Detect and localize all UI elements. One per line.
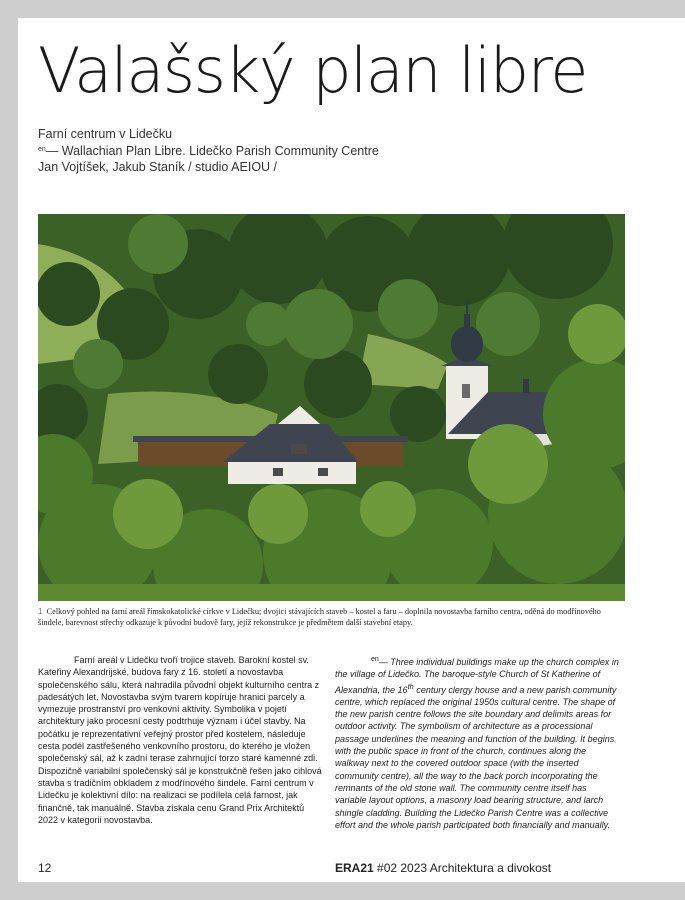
body-text-en bbox=[335, 654, 620, 831]
body-text-cz: Farní areál v Lidečku tvoří trojice staveb. Barokní kostel sv. Kateřiny Alexandrijské, budova fary z 16. století a novostavba společenského sálu, která nahradila původní objekt kulturního centra z padesátých let. Novostavba svým tvarem kopíruje hranici parcely a vymezuje prostranství pro venkovní aktivity. Symbolika v pojetí architektury jako procesní cesty podtrhuje význam i účel stavby. Na počátku je reprezentativní veřejný prostor před kostelem, následuje cesta podél zastřešeného venkovního prostoru, do kterého je vložen společenský sál, až k zadní terase zahrnující torzo staré kamenné zdi. Dispozičně variabilní společenský sál je konstrukčně řešen jako cihlová stavba s tradičním obkladem z modřínového šindele. Farní centrum v Lidečku je kolektivní dílo: na realizaci se podílela celá farnost, jak finančně, tak manuálně. Stavba získala cenu Grand Prix Architektů 2022 v kategorii novostavba. bbox=[38, 655, 322, 825]
subtitle-en-line bbox=[38, 142, 379, 159]
magazine-page bbox=[18, 18, 685, 882]
figure-caption bbox=[38, 606, 628, 628]
body-column-cz bbox=[38, 654, 323, 826]
body-column-en bbox=[335, 654, 620, 831]
body-en-part1: — Three individual buildings make up the church complex in the village of Lidečko. The baroque-style Church of St Katherine of Alexandria, the 16 bbox=[335, 657, 619, 695]
magazine-name: ERA21 bbox=[335, 861, 374, 875]
caption-text: Celkový pohled na farní areál římskokatolické církve v Lidečku; dvojici stávajících staveb – kostel a faru – doplnila novostavba farního centra, oděná do modřínového šindele, barevnost střechy odkazuje k původní budově fary, jejíž rekonstrukce je předmětem další stavební etapy. bbox=[38, 607, 601, 627]
figure-number: 1 bbox=[38, 606, 43, 616]
running-footer bbox=[335, 861, 551, 875]
subtitle-en: — Wallachian Plan Libre. Lidečko Parish Community Centre bbox=[45, 144, 379, 158]
ordinal-suffix: th bbox=[407, 681, 414, 691]
issue-info: #02 2023 Architektura a divokost bbox=[373, 861, 552, 875]
parish-photo bbox=[38, 214, 625, 601]
article-title: Valašský plan libre bbox=[38, 34, 587, 107]
body-en-part2: century clergy house and a new parish community centre, which replaced the original 1950s cultural centre. The shape of the new parish centre follows the site boundary and delimits areas for outdoor activity. The symbolism of architecture as a processional passage underlines the meaning and function of the building. It begins with the public space in front of the church, continues along the walkway next to the covered outdoor space (with the inserted community centre), all the way to the back porch incorporating the remnants of the old stone wall. The community centre itself has variable layout options, a masonry load bearing structure, and larch shingle cladding. Building the Lidečko Parish Centre was a collective effort and the whole parish participated both financially and manually. bbox=[335, 684, 617, 830]
en-body-marker: en bbox=[371, 656, 379, 663]
article-subtitles bbox=[38, 126, 379, 175]
article-authors: Jan Vojtíšek, Jakub Staník / studio AEIOU / bbox=[38, 160, 278, 174]
subtitle-cz: Farní centrum v Lidečku bbox=[38, 127, 173, 141]
page-number: 12 bbox=[38, 861, 52, 875]
en-marker: en bbox=[38, 146, 46, 153]
